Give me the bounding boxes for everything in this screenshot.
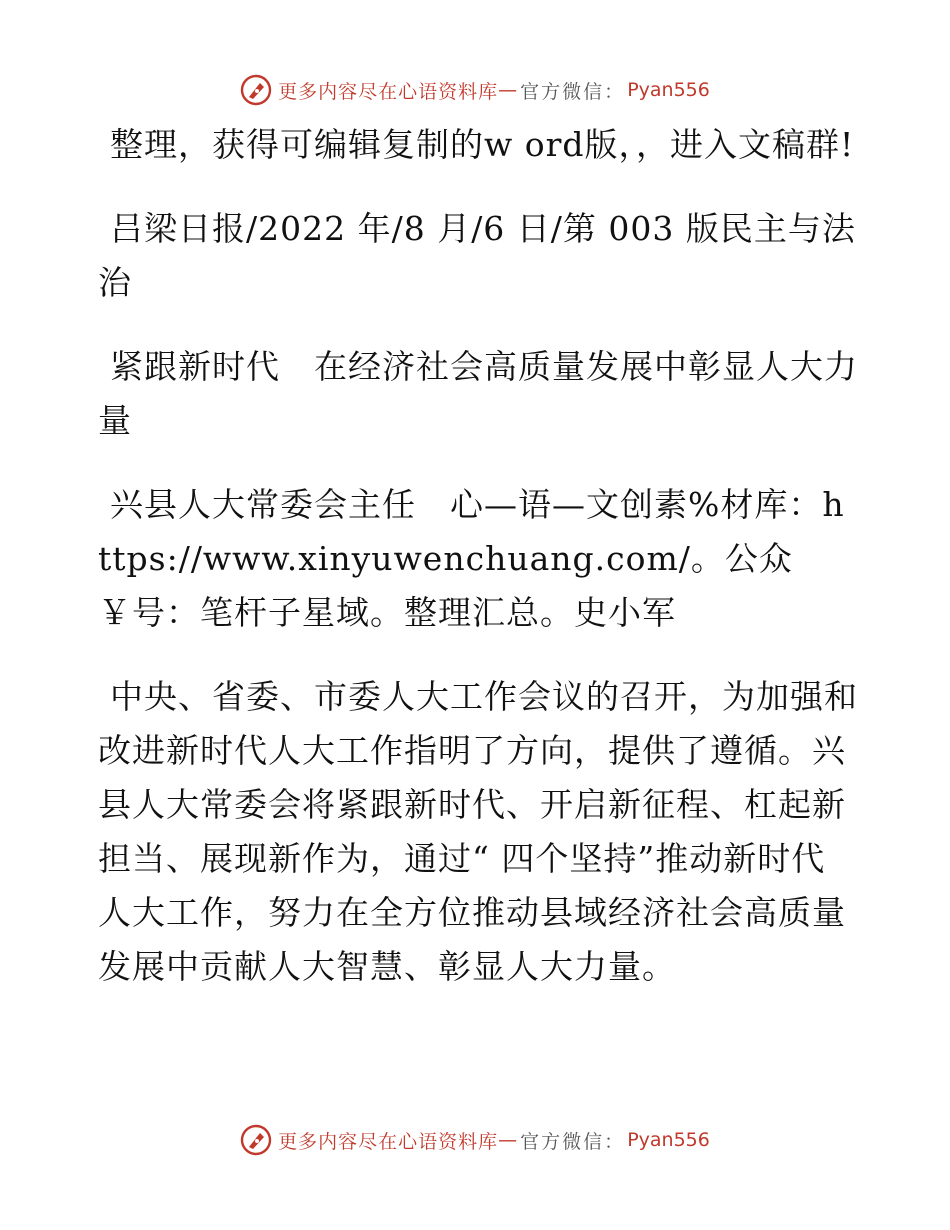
header-watermark xyxy=(0,70,950,110)
pen-nib-logo-icon xyxy=(240,1124,272,1156)
footer-watermark xyxy=(0,1120,950,1160)
watermark-dash: — xyxy=(498,79,519,101)
watermark-text: 更多内容尽在心语资料库 xyxy=(278,80,499,103)
paragraph-main: 中央、省委、市委人大工作会议的召开，为加强和改进新时代人大工作指明了方向，提供了遵循。兴县人大常委会将紧跟新时代、开启新征程、杠起新担当、展现新作为，通过“ 四个坚持”推动新时代人大工作，努力在全方位推动县域经济社会高质量发展中贡献人大智慧、彰显人大力量。 xyxy=(98,677,858,986)
watermark-wechat-label: 官方微信： xyxy=(520,1130,626,1153)
document-body xyxy=(98,118,858,1024)
article-title: 紧跟新时代 在经济社会高质量发展中彰显人大力量 xyxy=(98,347,858,440)
pen-nib-logo-icon xyxy=(240,74,272,106)
paragraph-author: 兴县人大常委会主任 心—语—文创素%材库：https://www.xinyuwenchuang.com/。公众￥号：笔杆子星域。整理汇总。史小军 xyxy=(98,485,845,632)
paragraph-source: 吕梁日报/2022 年/8 月/6 日/第 003 版民主与法治 xyxy=(98,209,856,302)
watermark-wechat-id: Pyan556 xyxy=(627,79,710,101)
watermark-wechat-id: Pyan556 xyxy=(627,1129,710,1151)
paragraph-notice: 整理，获得可编辑复制的w ord版，，进入文稿群! xyxy=(110,125,855,164)
watermark-wechat-label: 官方微信： xyxy=(520,80,626,103)
watermark-dash: — xyxy=(498,1129,519,1151)
watermark-text: 更多内容尽在心语资料库 xyxy=(278,1130,499,1153)
